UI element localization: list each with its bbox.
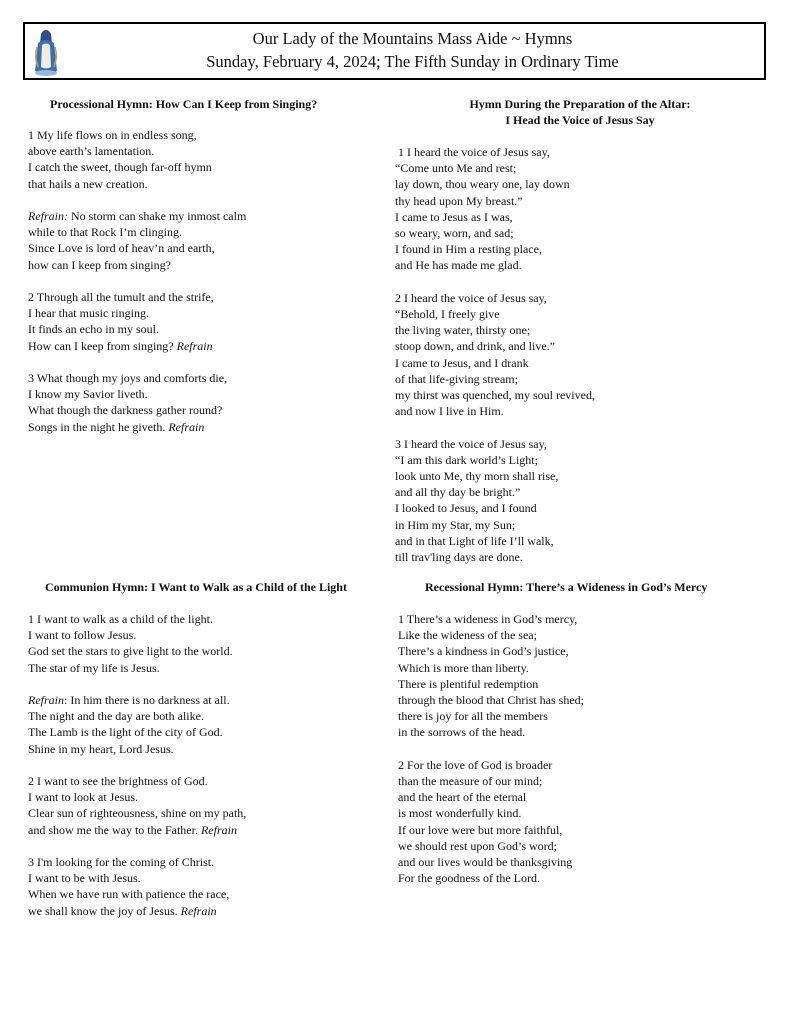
verse-line: “I am this dark world’s Light; xyxy=(395,452,538,467)
verse-line: Since Love is lord of heav’n and earth, xyxy=(28,241,215,256)
verse-line: How can I keep from singing? xyxy=(28,338,174,353)
verse-line: stoop down, and drink, and live.” xyxy=(395,339,555,354)
stanza xyxy=(28,289,246,354)
verse-line: through the blood that Christ has shed; xyxy=(398,693,584,708)
verse-line: For the goodness of the Lord. xyxy=(398,871,540,886)
verse-line: we should rest upon God’s word; xyxy=(398,838,557,853)
madonna-image xyxy=(29,27,63,77)
verse-line: Like the wideness of the sea; xyxy=(398,628,537,643)
verse-line: If our love were but more faithful, xyxy=(398,822,563,837)
verse-line: The night and the day are both alike. xyxy=(28,709,204,724)
verse-line: of that life-giving stream; xyxy=(395,371,518,386)
verse-line: and show me the way to the Father. xyxy=(28,822,198,837)
communion-verses xyxy=(28,611,246,935)
verse-line: I catch the sweet, though far-off hymn xyxy=(28,160,212,175)
verse-line: I came to Jesus, and I drank xyxy=(395,355,529,370)
verse-line: 3 I'm looking for the coming of Christ. xyxy=(28,855,215,869)
verse-line: my thirst was quenched, my soul revived, xyxy=(395,388,595,403)
verse-line: Clear sun of righteousness, shine on my path, xyxy=(28,806,247,821)
verse-line: and He has made me glad. xyxy=(395,258,522,273)
stanza xyxy=(395,436,595,566)
verse-line: 3 What though my joys and comforts die, xyxy=(28,371,228,385)
refrain-lead: Refrain: xyxy=(28,209,68,223)
verse-line: There’s a kindness in God’s justice, xyxy=(398,644,569,659)
stanza xyxy=(28,854,246,919)
stanza xyxy=(28,127,246,192)
preparation-title xyxy=(395,96,765,128)
verse-line: thy head upon My breast.” xyxy=(395,193,523,208)
verse-line: 3 I heard the voice of Jesus say, xyxy=(395,436,547,451)
preparation-title-line1: Hymn During the Preparation of the Altar: xyxy=(469,97,691,111)
verse-line: 2 I want to see the brightness of God. xyxy=(28,774,208,788)
processional-verses xyxy=(28,127,246,451)
verse-line: In him there is no darkness at all. xyxy=(70,693,230,707)
preparation-verses xyxy=(395,144,595,581)
refrain-stanza xyxy=(28,208,246,273)
verse-line: that hails a new creation. xyxy=(28,176,148,191)
verse-line: 1 I want to walk as a child of the light. xyxy=(28,612,213,626)
stanza xyxy=(398,611,584,741)
page-header xyxy=(23,22,766,80)
verse-line: above earth’s lamentation. xyxy=(28,144,155,159)
verse-line: I want to look at Jesus. xyxy=(28,790,138,805)
header-date: Sunday, February 4, 2024; The Fifth Sunday in Ordinary Time xyxy=(206,52,619,71)
stanza xyxy=(395,290,595,420)
verse-line: I found in Him a resting place, xyxy=(395,242,542,257)
verse-line: No storm can shake my inmost calm xyxy=(71,209,247,223)
refrain-tag: Refrain xyxy=(200,822,237,837)
verse-line: What though the darkness gather round? xyxy=(28,403,223,418)
verse-line: and in that Light of life I’ll walk, xyxy=(395,533,554,548)
verse-line: 1 There’s a wideness in God’s mercy, xyxy=(398,612,578,626)
verse-line: so weary, worn, and sad; xyxy=(395,226,514,241)
verse-line: Which is more than liberty. xyxy=(398,660,529,675)
verse-line: and now I live in Him. xyxy=(395,404,504,419)
verse-line: is most wonderfully kind. xyxy=(398,806,522,821)
verse-line: we shall know the joy of Jesus. xyxy=(28,903,178,918)
verse-line: I want to be with Jesus. xyxy=(28,871,141,886)
recessional-title: Recessional Hymn: There’s a Wideness in God’s Mercy xyxy=(425,580,708,594)
refrain-tag: Refrain xyxy=(180,903,217,918)
verse-line: there is joy for all the members xyxy=(398,709,548,724)
verse-line: the living water, thirsty one; xyxy=(395,323,531,338)
verse-line: I looked to Jesus, and I found xyxy=(395,501,537,516)
verse-line: look unto Me, thy morn shall rise, xyxy=(395,469,559,484)
verse-line: There is plentiful redemption xyxy=(398,676,539,691)
verse-line: 2 Through all the tumult and the strife, xyxy=(28,290,214,304)
verse-line: than the measure of our mind; xyxy=(398,774,543,789)
verse-line: When we have run with patience the race, xyxy=(28,887,230,902)
verse-line: “Behold, I freely give xyxy=(395,307,500,322)
stanza xyxy=(398,757,584,887)
verse-line: 1 My life flows on in endless song, xyxy=(28,128,197,142)
verse-line: till trav'ling days are done. xyxy=(395,550,523,565)
stanza xyxy=(28,773,246,838)
verse-line: while to that Rock I’m clinging. xyxy=(28,225,182,240)
refrain-lead: Refrain xyxy=(28,693,64,707)
verse-line: Songs in the night he giveth. xyxy=(28,419,166,434)
verse-line: The Lamb is the light of the city of God. xyxy=(28,725,223,740)
verse-line: and all thy day be bright.” xyxy=(395,485,521,500)
verse-line: 1 I heard the voice of Jesus say, xyxy=(395,145,550,159)
verse-line: God set the stars to give light to the world. xyxy=(28,644,233,659)
verse-line: how can I keep from singing? xyxy=(28,257,171,272)
stanza xyxy=(395,144,595,274)
verse-line: 2 I heard the voice of Jesus say, xyxy=(395,290,547,305)
verse-line: I know my Savior liveth. xyxy=(28,387,148,402)
verse-line: I hear that music ringing. xyxy=(28,306,149,321)
preparation-title-line2: I Head the Voice of Jesus Say xyxy=(505,113,655,127)
verse-line: and the heart of the eternal xyxy=(398,790,527,805)
header-title: Our Lady of the Mountains Mass Aide ~ Hymns xyxy=(252,29,573,48)
communion-title: Communion Hymn: I Want to Walk as a Child of the Light xyxy=(45,580,347,594)
verse-line: It finds an echo in my soul. xyxy=(28,322,159,337)
verse-line: Shine in my heart, Lord Jesus. xyxy=(28,741,174,756)
verse-line: and our lives would be thanksgiving xyxy=(398,855,573,870)
stanza xyxy=(28,611,246,676)
recessional-verses xyxy=(398,611,584,903)
verse-line: “Come unto Me and rest; xyxy=(395,161,517,176)
verse-line: I want to follow Jesus. xyxy=(28,628,137,643)
refrain-tag: Refrain xyxy=(168,419,205,434)
verse-line: The star of my life is Jesus. xyxy=(28,660,160,675)
verse-line: I came to Jesus as I was, xyxy=(395,209,513,224)
verse-line: in the sorrows of the head. xyxy=(398,725,526,740)
refrain-tag: Refrain xyxy=(176,338,213,353)
verse-line: lay down, thou weary one, lay down xyxy=(395,177,570,192)
stanza xyxy=(28,370,246,435)
verse-line: 2 For the love of God is broader xyxy=(398,757,553,772)
verse-line: in Him my Star, my Sun; xyxy=(395,517,516,532)
refrain-stanza: Refrain: In him there is no darkness at all. The night and the day are both alike. The Lamb is the light of the city of God. Shine in my heart, Lord Jesus. xyxy=(28,692,246,757)
processional-title: Processional Hymn: How Can I Keep from Singing? xyxy=(50,97,318,111)
